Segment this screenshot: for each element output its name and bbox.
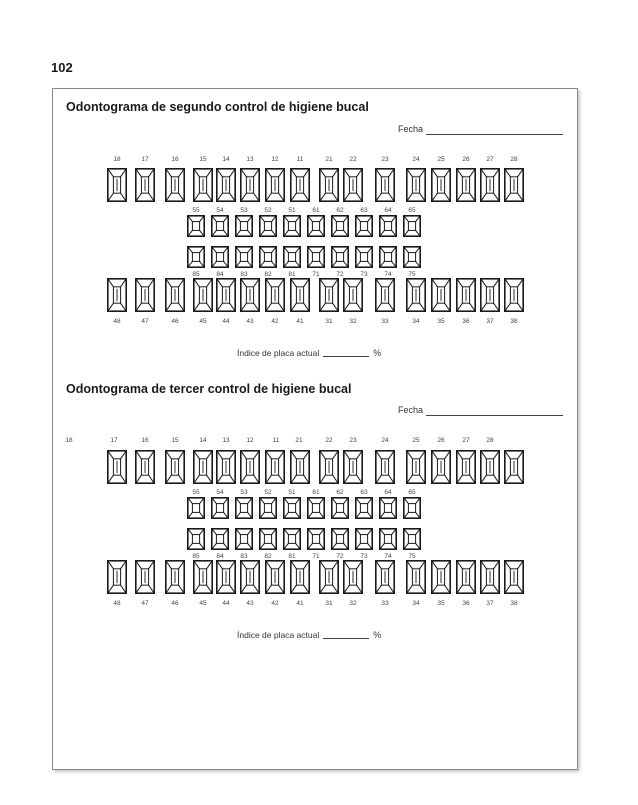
tooth-number: 23 <box>381 156 389 163</box>
tooth-51[interactable] <box>283 497 301 519</box>
tooth-number: 28 <box>486 437 494 444</box>
tooth-number: 51 <box>288 489 296 496</box>
tooth-44[interactable] <box>216 278 236 312</box>
tooth-number: 52 <box>264 207 272 214</box>
tooth-number: 32 <box>349 600 357 607</box>
tooth-number: 46 <box>171 600 179 607</box>
tooth-number: 74 <box>384 553 392 560</box>
tooth-22[interactable] <box>343 168 363 202</box>
fecha-label: Fecha <box>398 405 424 415</box>
tooth-number: 12 <box>246 437 254 444</box>
tooth-number: 85 <box>192 271 200 278</box>
tooth-number: 54 <box>216 489 224 496</box>
tooth-number: 43 <box>246 600 254 607</box>
tooth-number: 42 <box>271 318 279 325</box>
tooth-number: 81 <box>288 271 296 278</box>
tooth-number: 13 <box>222 437 230 444</box>
tooth-number: 15 <box>171 437 179 444</box>
tooth-37[interactable] <box>480 560 500 594</box>
tooth-number: 37 <box>486 318 494 325</box>
tooth-number: 55 <box>192 207 200 214</box>
tooth-75[interactable] <box>403 528 421 550</box>
tooth-number: 11 <box>296 156 304 163</box>
tooth-number: 43 <box>246 318 254 325</box>
tooth-number: 75 <box>408 553 416 560</box>
tooth-number: 11 <box>272 437 280 444</box>
tooth-65[interactable] <box>403 497 421 519</box>
tooth-43[interactable] <box>240 278 260 312</box>
tooth-74[interactable] <box>379 246 397 268</box>
tooth-number: 35 <box>437 600 445 607</box>
tooth-64[interactable] <box>379 215 397 237</box>
tooth-83[interactable] <box>235 246 253 268</box>
tooth-number: 24 <box>412 156 420 163</box>
tooth-number: 41 <box>296 600 304 607</box>
tooth-37[interactable] <box>480 278 500 312</box>
tooth-number: 74 <box>384 271 392 278</box>
tooth-number: 46 <box>171 318 179 325</box>
tooth-number: 62 <box>336 207 344 214</box>
tooth-number: 24 <box>381 437 389 444</box>
tooth-53[interactable] <box>235 497 253 519</box>
tooth-53[interactable] <box>235 215 253 237</box>
tooth-number: 53 <box>240 207 248 214</box>
tooth-61[interactable] <box>307 215 325 237</box>
tooth-number: 22 <box>325 437 333 444</box>
tooth-number: 82 <box>264 271 272 278</box>
tooth-35[interactable] <box>431 278 451 312</box>
tooth-85[interactable] <box>187 528 205 550</box>
tooth-number: 14 <box>222 156 230 163</box>
tooth-48[interactable] <box>107 278 127 312</box>
tooth-number: 42 <box>271 600 279 607</box>
tooth-number: 63 <box>360 207 368 214</box>
tooth-24[interactable] <box>406 168 426 202</box>
tooth-number: 36 <box>462 600 470 607</box>
tooth-number: 21 <box>325 156 333 163</box>
tooth-17[interactable] <box>135 450 155 484</box>
tooth-44[interactable] <box>216 560 236 594</box>
tooth-number: 48 <box>113 318 121 325</box>
tooth-number: 75 <box>408 271 416 278</box>
tooth-number: 17 <box>141 156 149 163</box>
tooth-number: 14 <box>199 437 207 444</box>
tooth-28[interactable] <box>504 168 524 202</box>
fecha-input-line[interactable] <box>426 415 563 416</box>
tooth-number: 18 <box>65 437 73 444</box>
tooth-33[interactable] <box>375 278 395 312</box>
tooth-73[interactable] <box>355 528 373 550</box>
tooth-number: 38 <box>510 318 518 325</box>
tooth-81[interactable] <box>283 528 301 550</box>
tooth-number: 25 <box>437 156 445 163</box>
tooth-36[interactable] <box>456 278 476 312</box>
tooth-65[interactable] <box>403 215 421 237</box>
tooth-number: 31 <box>325 318 333 325</box>
tooth-number: 32 <box>349 318 357 325</box>
tooth-63[interactable] <box>355 497 373 519</box>
tooth-number: 41 <box>296 318 304 325</box>
tooth-number: 54 <box>216 207 224 214</box>
tooth-82[interactable] <box>259 246 277 268</box>
tooth-38[interactable] <box>504 278 524 312</box>
tooth-21[interactable] <box>319 168 339 202</box>
tooth-45[interactable] <box>193 278 213 312</box>
tooth-number: 51 <box>288 207 296 214</box>
tooth-number: 84 <box>216 553 224 560</box>
tooth-83[interactable] <box>235 528 253 550</box>
tooth-45[interactable] <box>193 560 213 594</box>
tooth-number: 34 <box>412 600 420 607</box>
tooth-number: 47 <box>141 318 149 325</box>
tooth-number: 13 <box>246 156 254 163</box>
fecha-label: Fecha <box>398 124 424 134</box>
tooth-52[interactable] <box>259 215 277 237</box>
tooth-number: 21 <box>295 437 303 444</box>
tooth-72[interactable] <box>331 528 349 550</box>
plaque-index-label: Índice de placa actual <box>237 348 320 358</box>
tooth-26[interactable] <box>456 450 476 484</box>
tooth-34[interactable] <box>406 278 426 312</box>
tooth-38[interactable] <box>504 560 524 594</box>
tooth-number: 44 <box>222 600 230 607</box>
tooth-13[interactable] <box>240 450 260 484</box>
tooth-number: 33 <box>381 600 389 607</box>
fecha-input-line[interactable] <box>426 134 563 135</box>
tooth-number: 15 <box>199 156 207 163</box>
tooth-number: 35 <box>437 318 445 325</box>
tooth-36[interactable] <box>456 560 476 594</box>
tooth-84[interactable] <box>211 246 229 268</box>
tooth-33[interactable] <box>375 560 395 594</box>
tooth-47[interactable] <box>135 278 155 312</box>
tooth-12[interactable] <box>265 450 285 484</box>
tooth-31[interactable] <box>319 278 339 312</box>
tooth-21[interactable] <box>319 450 339 484</box>
tooth-18[interactable] <box>107 450 127 484</box>
tooth-15[interactable] <box>193 168 213 202</box>
tooth-42[interactable] <box>265 278 285 312</box>
tooth-15[interactable] <box>193 450 213 484</box>
tooth-14[interactable] <box>216 450 236 484</box>
tooth-number: 47 <box>141 600 149 607</box>
tooth-12[interactable] <box>265 168 285 202</box>
tooth-27[interactable] <box>480 450 500 484</box>
tooth-number: 37 <box>486 600 494 607</box>
tooth-55[interactable] <box>187 215 205 237</box>
tooth-25[interactable] <box>431 168 451 202</box>
tooth-number: 73 <box>360 271 368 278</box>
tooth-31[interactable] <box>319 560 339 594</box>
tooth-25[interactable] <box>431 450 451 484</box>
plaque-index-field <box>237 348 381 358</box>
tooth-46[interactable] <box>165 560 185 594</box>
tooth-73[interactable] <box>355 246 373 268</box>
tooth-number: 18 <box>113 156 121 163</box>
tooth-number: 26 <box>437 437 445 444</box>
section-title: Odontograma de segundo control de higiene bucal <box>66 100 369 114</box>
plaque-index-field <box>237 630 381 640</box>
tooth-82[interactable] <box>259 528 277 550</box>
tooth-number: 61 <box>312 489 320 496</box>
tooth-43[interactable] <box>240 560 260 594</box>
tooth-41[interactable] <box>290 560 310 594</box>
page-number: 102 <box>51 60 73 75</box>
tooth-number: 34 <box>412 318 420 325</box>
tooth-number: 64 <box>384 489 392 496</box>
tooth-14[interactable] <box>216 168 236 202</box>
tooth-number: 17 <box>110 437 118 444</box>
tooth-number: 38 <box>510 600 518 607</box>
tooth-64[interactable] <box>379 497 397 519</box>
plaque-index-input-line[interactable] <box>323 356 369 357</box>
tooth-27[interactable] <box>480 168 500 202</box>
tooth-24[interactable] <box>406 450 426 484</box>
tooth-41[interactable] <box>290 278 310 312</box>
tooth-number: 62 <box>336 489 344 496</box>
tooth-11[interactable] <box>290 450 310 484</box>
tooth-54[interactable] <box>211 215 229 237</box>
tooth-number: 71 <box>312 271 320 278</box>
tooth-number: 22 <box>349 156 357 163</box>
tooth-74[interactable] <box>379 528 397 550</box>
tooth-52[interactable] <box>259 497 277 519</box>
tooth-22[interactable] <box>343 450 363 484</box>
tooth-number: 45 <box>199 318 207 325</box>
tooth-number: 26 <box>462 156 470 163</box>
tooth-number: 27 <box>486 156 494 163</box>
tooth-16[interactable] <box>165 450 185 484</box>
percent-sign: % <box>373 630 382 640</box>
tooth-number: 65 <box>408 489 416 496</box>
tooth-number: 85 <box>192 553 200 560</box>
tooth-number: 45 <box>199 600 207 607</box>
tooth-number: 63 <box>360 489 368 496</box>
tooth-46[interactable] <box>165 278 185 312</box>
tooth-number: 55 <box>192 489 200 496</box>
tooth-42[interactable] <box>265 560 285 594</box>
tooth-84[interactable] <box>211 528 229 550</box>
tooth-23[interactable] <box>375 168 395 202</box>
tooth-number: 33 <box>381 318 389 325</box>
tooth-75[interactable] <box>403 246 421 268</box>
tooth-number: 81 <box>288 553 296 560</box>
tooth-13[interactable] <box>240 168 260 202</box>
tooth-18[interactable] <box>107 168 127 202</box>
tooth-54[interactable] <box>211 497 229 519</box>
section-title: Odontograma de tercer control de higiene bucal <box>66 382 352 396</box>
tooth-number: 44 <box>222 318 230 325</box>
tooth-number: 52 <box>264 489 272 496</box>
tooth-number: 53 <box>240 489 248 496</box>
tooth-23[interactable] <box>375 450 395 484</box>
tooth-number: 82 <box>264 553 272 560</box>
tooth-11[interactable] <box>290 168 310 202</box>
tooth-number: 71 <box>312 553 320 560</box>
tooth-71[interactable] <box>307 528 325 550</box>
tooth-32[interactable] <box>343 278 363 312</box>
tooth-32[interactable] <box>343 560 363 594</box>
tooth-number: 72 <box>336 271 344 278</box>
plaque-index-label: Índice de placa actual <box>237 630 320 640</box>
tooth-number: 27 <box>462 437 470 444</box>
tooth-61[interactable] <box>307 497 325 519</box>
tooth-48[interactable] <box>107 560 127 594</box>
tooth-62[interactable] <box>331 497 349 519</box>
tooth-number: 12 <box>271 156 279 163</box>
tooth-number: 64 <box>384 207 392 214</box>
tooth-34[interactable] <box>406 560 426 594</box>
tooth-number: 83 <box>240 271 248 278</box>
tooth-28[interactable] <box>504 450 524 484</box>
plaque-index-input-line[interactable] <box>323 638 369 639</box>
tooth-number: 72 <box>336 553 344 560</box>
tooth-71[interactable] <box>307 246 325 268</box>
tooth-62[interactable] <box>331 215 349 237</box>
percent-sign: % <box>373 348 382 358</box>
tooth-51[interactable] <box>283 215 301 237</box>
tooth-number: 48 <box>113 600 121 607</box>
tooth-26[interactable] <box>456 168 476 202</box>
tooth-63[interactable] <box>355 215 373 237</box>
tooth-number: 73 <box>360 553 368 560</box>
tooth-number: 28 <box>510 156 518 163</box>
tooth-number: 65 <box>408 207 416 214</box>
tooth-number: 36 <box>462 318 470 325</box>
tooth-number: 83 <box>240 553 248 560</box>
tooth-number: 61 <box>312 207 320 214</box>
tooth-16[interactable] <box>165 168 185 202</box>
tooth-number: 23 <box>349 437 357 444</box>
tooth-17[interactable] <box>135 168 155 202</box>
tooth-81[interactable] <box>283 246 301 268</box>
tooth-72[interactable] <box>331 246 349 268</box>
tooth-35[interactable] <box>431 560 451 594</box>
tooth-number: 16 <box>141 437 149 444</box>
tooth-85[interactable] <box>187 246 205 268</box>
tooth-47[interactable] <box>135 560 155 594</box>
tooth-number: 31 <box>325 600 333 607</box>
tooth-number: 25 <box>412 437 420 444</box>
tooth-number: 16 <box>171 156 179 163</box>
tooth-number: 84 <box>216 271 224 278</box>
tooth-55[interactable] <box>187 497 205 519</box>
